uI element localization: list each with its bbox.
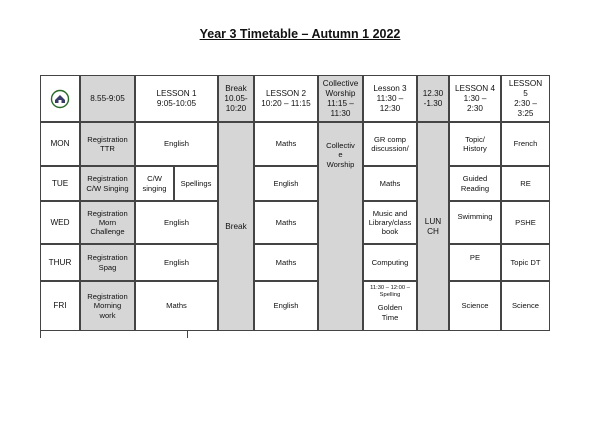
wed-lesson2: Maths — [254, 201, 318, 244]
collective-worship-cell — [318, 122, 363, 331]
mon-lesson3: GR comp discussion/ — [363, 122, 417, 166]
thur-lesson3: Computing — [363, 244, 417, 281]
tue-lesson5: RE — [501, 166, 550, 201]
fri-lesson5: Science — [501, 281, 550, 331]
wed-lesson5: PSHE — [501, 201, 550, 244]
collective-worship-label: Collectiv e Worship — [326, 141, 355, 169]
day-label-wed: WED — [40, 201, 80, 244]
mon-lesson1: English — [135, 122, 218, 166]
school-logo-icon — [49, 89, 71, 109]
mon-lesson2: Maths — [254, 122, 318, 166]
fri-lesson4: Science — [449, 281, 501, 331]
tue-lesson1-singing: C/W singing — [135, 166, 174, 201]
mon-lesson4: Topic/ History — [449, 122, 501, 166]
break-header: Break 10.05- 10:20 — [218, 75, 254, 122]
thur-lesson1: English — [135, 244, 218, 281]
table-edge-left — [40, 331, 41, 338]
tue-registration: Registration C/W Singing — [80, 166, 135, 201]
fri-lesson3-time-note: 11:30 – 12:00 – Spelling — [370, 285, 410, 298]
wed-lesson4: Swimming — [449, 201, 501, 244]
fri-lesson3-label: Golden Time — [377, 303, 403, 322]
wed-lesson1: English — [135, 201, 218, 244]
lesson5-header: LESSON 5 2:30 – 3:25 — [501, 75, 550, 122]
thur-lesson2: Maths — [254, 244, 318, 281]
fri-lesson1: Maths — [135, 281, 218, 331]
collective-worship-header: Collective Worship 11:15 – 11:30 — [318, 75, 363, 122]
thur-lesson4: PE — [449, 244, 501, 281]
day-label-mon: MON — [40, 122, 80, 166]
tue-lesson2: English — [254, 166, 318, 201]
day-label-tue: TUE — [40, 166, 80, 201]
tue-lesson3: Maths — [363, 166, 417, 201]
lesson2-header: LESSON 2 10:20 – 11:15 — [254, 75, 318, 122]
school-logo-cell — [40, 75, 80, 122]
fri-lesson2: English — [254, 281, 318, 331]
mon-registration: Registration TTR — [80, 122, 135, 166]
registration-time-header: 8.55-9:05 — [80, 75, 135, 122]
fri-lesson3 — [363, 281, 417, 331]
page-title: Year 3 Timetable – Autumn 1 2022 — [199, 27, 401, 41]
break-cell: Break — [218, 122, 254, 331]
tue-lesson4: Guided Reading — [449, 166, 501, 201]
thur-registration: Registration Spag — [80, 244, 135, 281]
day-label-thur: THUR — [40, 244, 80, 281]
tue-lesson1-spellings: Spellings — [174, 166, 218, 201]
lesson4-header: LESSON 4 1:30 – 2:30 — [449, 75, 501, 122]
lesson3-header: Lesson 3 11:30 – 12:30 — [363, 75, 417, 122]
day-label-fri: FRI — [40, 281, 80, 331]
table-edge-mid — [187, 331, 188, 338]
wed-lesson3: Music and Library/class book — [363, 201, 417, 244]
lesson1-header: LESSON 1 9:05-10:05 — [135, 75, 218, 122]
mon-lesson5: French — [501, 122, 550, 166]
thur-lesson5: Topic DT — [501, 244, 550, 281]
wed-registration: Registration Morn Challenge — [80, 201, 135, 244]
fri-registration: Registration Morning work — [80, 281, 135, 331]
lunch-cell: LUN CH — [417, 122, 449, 331]
lunch-time-header: 12.30 -1.30 — [417, 75, 449, 122]
